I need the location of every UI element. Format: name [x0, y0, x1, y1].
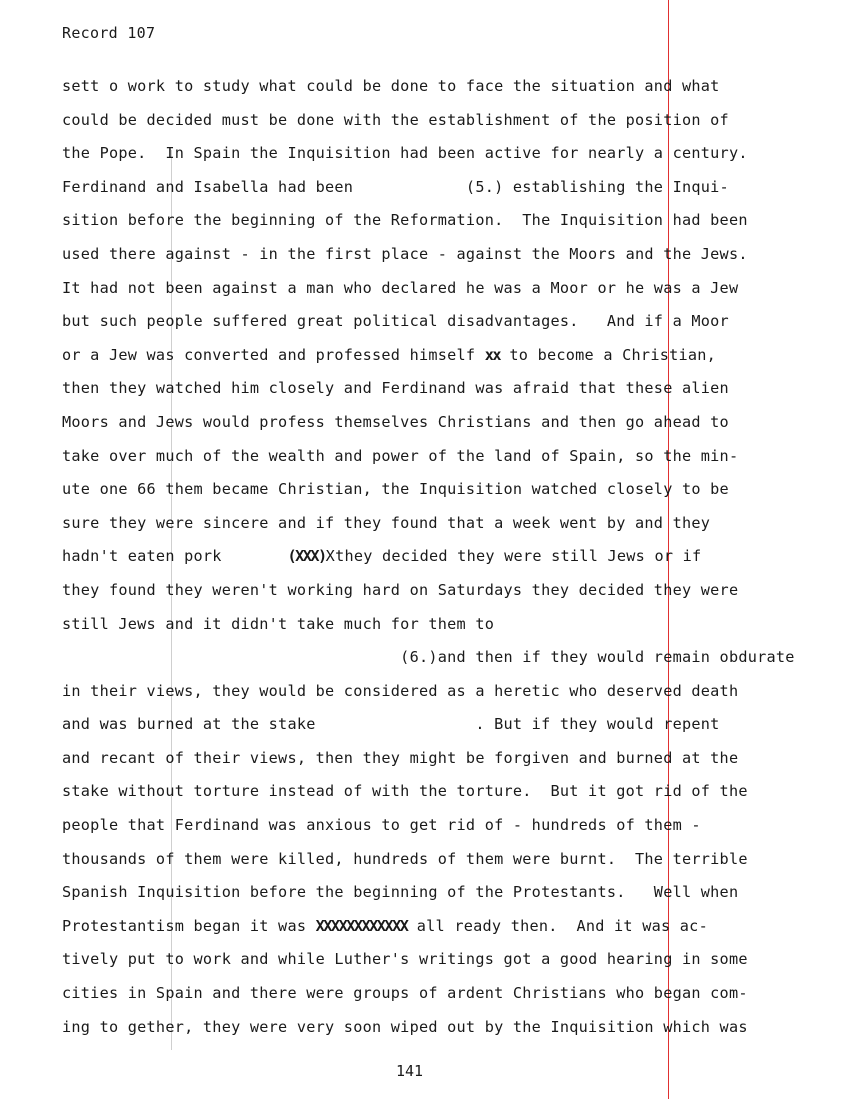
text-segment: but such people suffered great political disadvantages. And if a Moor: [62, 312, 729, 331]
text-line: [62, 540, 822, 574]
text-line: [62, 675, 822, 709]
text-line: [62, 775, 822, 809]
text-line: [62, 641, 822, 675]
text-segment: then they watched him closely and Ferdinand was afraid that these alien: [62, 379, 729, 398]
text-segment: hadn't eaten pork: [62, 547, 288, 566]
text-line: [62, 204, 822, 238]
text-line: [62, 272, 822, 306]
text-segment: (6.)and then if they would remain obdurate: [62, 648, 795, 667]
text-segment: sition before the beginning of the Reformation. The Inquisition had been: [62, 211, 748, 230]
text-segment: Ferdinand and Isabella had been (5.) establishing the Inqui-: [62, 177, 729, 196]
text-line: [62, 171, 822, 205]
text-line: [62, 70, 822, 104]
text-line: [62, 406, 822, 440]
text-line: [62, 977, 822, 1011]
text-line: [62, 608, 822, 642]
text-segment: to become a Christian,: [500, 345, 717, 364]
text-segment: stake without torture instead of with the torture. But it got rid of the: [62, 782, 748, 801]
record-header: Record 107: [62, 24, 156, 42]
text-segment: Spanish Inquisition before the beginning of the Protestants. Well when: [62, 883, 739, 902]
text-segment: in their views, they would be considered as a heretic who deserved death: [62, 681, 739, 700]
text-line: [62, 104, 822, 138]
text-segment: sure they were sincere and if they found that a week went by and they: [62, 513, 711, 532]
text-line: [62, 339, 822, 373]
text-segment: all ready then. And it was ac-: [407, 916, 708, 935]
text-segment: and recant of their views, then they might be forgiven and burned at the: [62, 748, 739, 767]
text-segment: thousands of them were killed, hundreds of them were burnt. The terrible: [62, 849, 748, 868]
text-segment: they found they weren't working hard on Saturdays they decided they were: [62, 580, 739, 599]
text-segment: used there against - in the first place - against the Moors and the Jews.: [62, 244, 748, 263]
text-segment: and was burned at the stake . But if they would repent: [62, 715, 720, 734]
text-segment: or a Jew was converted and professed himself: [62, 345, 485, 364]
strikeover-mark: xx: [484, 345, 501, 364]
text-line: [62, 574, 822, 608]
text-segment: still Jews and it didn't take much for them to: [62, 614, 495, 633]
text-line: [62, 742, 822, 776]
page-number: 141: [396, 1062, 424, 1080]
text-line: [62, 1011, 822, 1045]
text-line: [62, 910, 822, 944]
text-segment: tively put to work and while Luther's writings got a good hearing in some: [62, 950, 748, 969]
text-line: [62, 876, 822, 910]
text-segment: could be decided must be done with the establishment of the position of: [62, 110, 729, 129]
text-segment: sett o work to study what could be done to face the situation and what: [62, 77, 720, 95]
strikeover-mark: (XXX): [287, 547, 326, 566]
text-line: [62, 137, 822, 171]
text-line: [62, 843, 822, 877]
text-line: [62, 372, 822, 406]
text-line: [62, 708, 822, 742]
text-line: [62, 507, 822, 541]
text-segment: Protestantism began it was: [62, 916, 316, 935]
text-line: [62, 305, 822, 339]
text-segment: It had not been against a man who declared he was a Moor or he was a Jew: [62, 278, 739, 297]
typed-text-body: [62, 70, 822, 1044]
text-line: [62, 943, 822, 977]
text-line: [62, 809, 822, 843]
text-line: [62, 440, 822, 474]
text-segment: people that Ferdinand was anxious to get rid of - hundreds of them -: [62, 816, 701, 835]
text-segment: Moors and Jews would profess themselves Christians and then go ahead to: [62, 412, 729, 431]
text-segment: ing to gether, they were very soon wiped out by the Inquisition which was: [62, 1017, 748, 1036]
text-segment: Xthey decided they were still Jews or if: [325, 547, 702, 566]
text-segment: the Pope. In Spain the Inquisition had been active for nearly a century.: [62, 144, 748, 163]
text-line: [62, 238, 822, 272]
text-segment: take over much of the wealth and power of the land of Spain, so the min-: [62, 446, 739, 465]
strikeover-mark: XXXXXXXXXXXX: [315, 916, 408, 935]
text-segment: ute one 66 them became Christian, the Inquisition watched closely to be: [62, 480, 729, 499]
text-line: [62, 473, 822, 507]
text-segment: cities in Spain and there were groups of ardent Christians who began com-: [62, 984, 748, 1003]
